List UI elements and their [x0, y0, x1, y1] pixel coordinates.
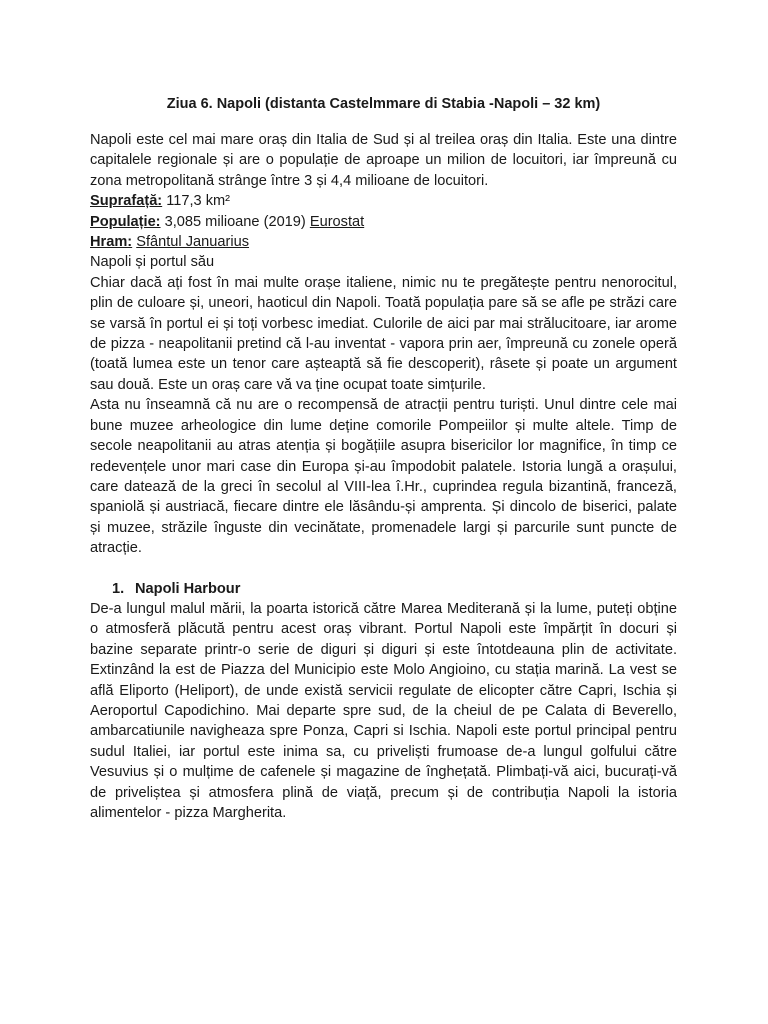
patron-fact — [90, 232, 677, 252]
area-fact — [90, 191, 677, 211]
page-title: Ziua 6. Napoli (distanta Castelmmare di Stabia -Napoli – 32 km) — [166, 96, 601, 112]
patron-link[interactable]: Sfântul Januarius — [136, 234, 250, 251]
area-label: Suprafață: — [90, 193, 163, 210]
population-fact — [90, 212, 677, 232]
patron-label: Hram: — [90, 234, 133, 251]
section-body: De-a lungul malul mării, la poarta istorică către Marea Mediterană și la lume, puteți obține o atmosferă plăcută pentru acest oraș vibrant. Portul Napoli este împărțit în docuri și bazine separate printr-o serie de diguri și diguri și este întotdeauna plin de activitate. Extinzând la est de Piazza del Municipio este Molo Angioino, cu stația marină. La vest se află Eliporto (Heliport), de unde există servicii regulate de elicopter către Capri, Ischia și Aeroportul Capodichino. Mai departe spre sud, de la cheiul de pe Calata di Beverello, ambarcatiunile navigheaza spre Ponza, Capri si Ischia. Napoli este portul principal pentru sudul Italiei, iar portul este inima sa, cu priveliști frumoase de-a lungul golfului către Vesuvius și o mulțime de cafenele și magazine de înghețată. Plimbați-vă aici, bucurați-vă de priveliștea și atmosfera plină de viață, precum și de contribuția Napoli la istoria alimentelor - pizza Margherita. — [90, 600, 677, 821]
section-title: Napoli Harbour — [135, 580, 241, 597]
intro-paragraph: Napoli este cel mai mare oraș din Italia de Sud și al treilea oraș din Italia. Este una dintre capitalele regionale și are o populație de aproape un milion de locuitori, iar împreună cu zona metropolitană strânge între 3 și 4,4 milioane de locuitori. — [90, 132, 677, 189]
area-value: 117,3 km² — [166, 193, 231, 210]
population-label: Populație: — [90, 213, 161, 230]
eurostat-link[interactable]: Eurostat — [309, 213, 365, 230]
paragraph-2: Asta nu înseamnă că nu are o recompensă de atracții pentru turiști. Unul dintre cele mai bune muzee arheologice din lume deține comorile Pompeiilor și multe altele. Timp de secole neapolitanii au atras atenția și bogățiile asupra bisericilor lor magnifice, în timp ce redevențele unor mari case din Europa și-au împodobit palatele. Istoria lungă a orașului, care datează de la greci în secolul al VIII-lea î.Hr., cuprindea regula bizantină, franceză, spaniolă și austriacă, fiecare dintre ele lăsându-și amprenta. Și dincolo de biserici, palate și muzee, străzile înguste din vecinătate, promenadele largi și parcurile sunt puncte de atracție. — [90, 397, 677, 557]
paragraph-1: Chiar dacă ați fost în mai multe orașe italiene, nimic nu te pregătește pentru nenorocitul, plin de culoare și, uneori, haoticul din Napoli. Toată populația pare să se afle pe străzi care se varsă în portul ei și toți vorbesc imediat. Culorile de aici par mai strălucitoare, iar arome de pizza - neapolitanii pretind că l-au inventat - vapora prin aer, împreună cu zonele operă (toată lumea este un tenor care așteaptă să fie descoperit), râsete și poate un argument sau două. Este un oraș care vă va ține ocupat toate simțurile. — [90, 274, 677, 393]
subtitle: Napoli și portul său — [90, 254, 215, 271]
population-value: 3,085 milioane (2019) — [164, 213, 306, 230]
section-number: 1. — [112, 580, 125, 597]
section-heading — [90, 579, 677, 599]
